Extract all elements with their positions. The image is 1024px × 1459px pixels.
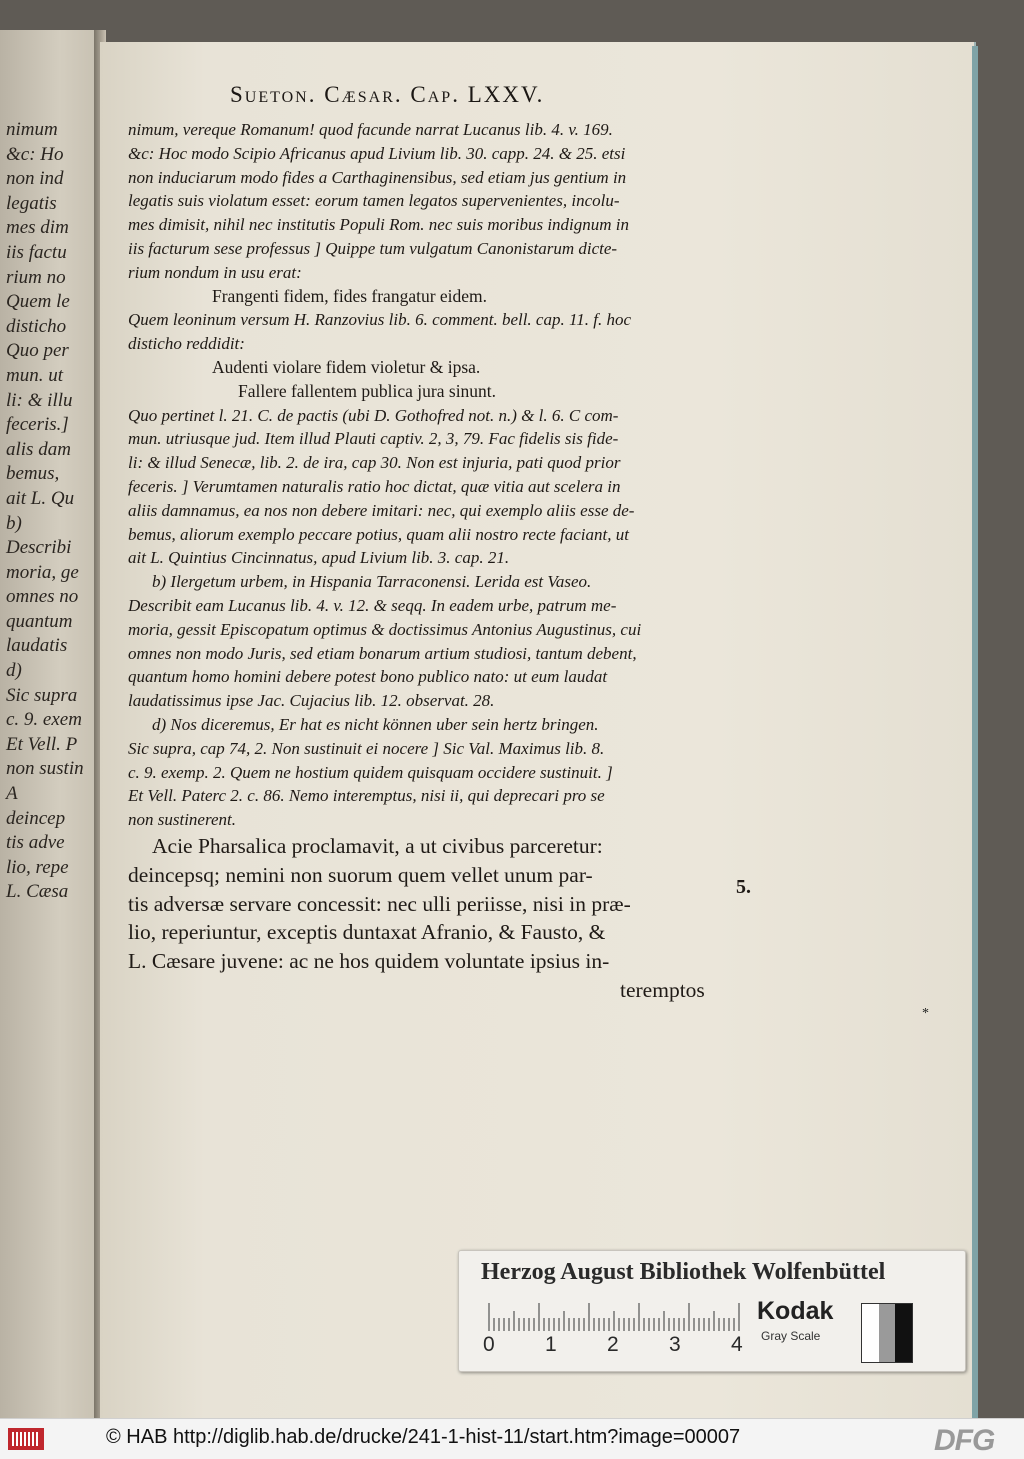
left-edge-line: rium no [6, 266, 66, 288]
hab-logo-icon [8, 1428, 44, 1450]
text-line: Describit eam Lucanus lib. 4. v. 12. & seqq. In eadem urbe, patrum me- [128, 595, 617, 615]
scale-number: 4 [731, 1333, 743, 1356]
text-line: Audenti violare fidem violetur & ipsa. [212, 356, 481, 377]
text-line: Quem leoninum versum H. Ranzovius lib. 6. comment. bell. cap. 11. f. hoc [128, 310, 631, 330]
text-line: omnes non modo Juris, sed etiam bonarum artium studiosi, tantum debent, [128, 643, 637, 663]
gray-scale-ruler [469, 1295, 957, 1365]
text-line: rium nondum in usu erat: [128, 262, 302, 282]
left-edge-line: nimum [6, 119, 58, 140]
text-line: Acie Pharsalica proclamavit, a ut civibus parceretur: [152, 833, 603, 858]
text-line: mes dimisit, nihil nec institutis Populi Rom. nec suis moribus indignum in [128, 215, 630, 235]
text-line: quantum homo homini debere potest bono publico nato: ut eum laudat [128, 667, 608, 687]
left-edge-line: Quem le [6, 291, 70, 313]
left-edge-line: iis factu [6, 241, 67, 263]
left-edge-line: tis adve [6, 832, 65, 854]
text-line: Sic supra, cap 74, 2. Non sustinuit ei nocere ] Sic Val. Maximus lib. 8. [128, 738, 605, 758]
left-edge-line: alis dam [6, 438, 71, 460]
text-line: tis adversæ servare concessit: nec ulli periisse, nisi in præ- [128, 891, 631, 916]
left-edge-line: disticho [6, 315, 67, 337]
text-line: nimum, vereque Romanum! quod facunde narrat Lucanus lib. 4. v. 169. [128, 120, 613, 139]
text-line: laudatissimus ipse Jac. Cujacius lib. 12. observat. 28. [128, 691, 495, 711]
left-edge-line: d) [6, 660, 22, 682]
left-edge-line: non sustin [6, 758, 84, 780]
left-edge-line: moria, ge [6, 561, 79, 583]
text-line: Frangenti fidem, fides frangatur eidem. [212, 285, 488, 306]
text-line: Et Vell. Paterc 2. c. 86. Nemo interemptus, nisi ii, qui deprecari pro se [128, 786, 605, 806]
text-line: li: & illud Senecæ, lib. 2. de ira, cap 30. Non est injuria, pati quod prior [128, 453, 621, 473]
dfg-logo: DFG [934, 1424, 995, 1457]
text-line: Fallere fallentem publica jura sinunt. [238, 380, 497, 401]
ruler-ticks [485, 1301, 755, 1331]
text-line: non sustinerent. [128, 810, 236, 830]
text-line: b) Ilergetum urbem, in Hispania Tarraconensi. Lerida est Vaseo. [152, 572, 592, 592]
left-edge-line: Et Vell. P [6, 733, 78, 755]
book-page [100, 42, 974, 1418]
text-line: non induciarum modo fides a Carthaginensibus, sed etiam jus gentium in [128, 167, 627, 187]
text-line: teremptos [620, 977, 705, 1002]
library-name: Herzog August Bibliothek Wolfenbüttel [481, 1259, 886, 1285]
text-line: lio, reperiuntur, exceptis duntaxat Afranio, & Fausto, & [128, 920, 606, 945]
running-header: Sueton. Cæsar. Cap. LXXV. [230, 82, 545, 107]
text-line: iis facturum sese professus ] Quippe tum vulgatum Canonistarum dicte- [128, 238, 618, 258]
left-edge-line: Describi [6, 537, 72, 559]
left-edge-line: bemus, [6, 463, 60, 485]
left-edge-line: Sic supra [6, 684, 78, 706]
kodak-logo: Kodak [757, 1297, 834, 1325]
footer-bar [0, 1418, 1024, 1459]
text-line: L. Cæsare juvene: ac ne hos quidem voluntate ipsius in- [128, 949, 610, 974]
left-page-text [6, 118, 100, 905]
margin-asterisk: * [922, 1006, 929, 1021]
left-edge-line: &c: Ho [6, 143, 64, 165]
text-line: ait L. Quintius Cincinnatus, apud Livium lib. 3. cap. 21. [128, 548, 510, 568]
left-page-edge [0, 30, 100, 1418]
page-body-text [128, 118, 738, 1005]
left-edge-line: ait L. Qu [6, 487, 75, 509]
scale-number: 1 [545, 1333, 557, 1356]
left-edge-line: c. 9. exem [6, 709, 82, 731]
left-edge-line: mes dim [6, 217, 69, 239]
text-line: bemus, aliorum exemplo peccare potius, quam alii nostro recte faciant, ut [128, 524, 629, 544]
left-edge-line: legatis [6, 192, 57, 214]
text-line: Quo pertinet l. 21. C. de pactis (ubi D. Gothofred not. n.) & l. 6. C com- [128, 405, 619, 425]
text-line: legatis suis violatum esset: eorum tamen legatos supervenientes, incolu- [128, 191, 620, 211]
left-edge-line: Quo per [6, 340, 69, 362]
left-edge-line: b) [6, 512, 22, 534]
left-edge-line: L. Cæsa [6, 881, 69, 903]
gray-swatches [861, 1303, 913, 1363]
text-line: feceris. ] Verumtamen naturalis ratio hoc dictat, quæ vitia aut scelera in [128, 476, 621, 496]
page-edge [972, 46, 978, 1418]
library-color-card [458, 1250, 966, 1372]
margin-number: 5. [736, 876, 751, 898]
left-edge-line: A [6, 783, 18, 805]
text-line: moria, gessit Episcopatum optimus & doctissimus Antonius Augustinus, cui [128, 619, 642, 639]
copyright-url[interactable]: © HAB http://diglib.hab.de/drucke/241-1-hist-11/start.htm?image=00007 [106, 1426, 741, 1448]
left-edge-line: omnes no [6, 586, 79, 608]
scale-number: 3 [669, 1333, 681, 1356]
left-edge-line: quantum [6, 610, 73, 632]
left-edge-line: deincep [6, 807, 66, 829]
left-edge-line: lio, repe [6, 856, 69, 878]
gray-scale-label: Gray Scale [761, 1329, 821, 1343]
left-edge-line: laudatis [6, 635, 68, 657]
left-edge-line: li: & illu [6, 389, 73, 411]
left-edge-line: non ind [6, 168, 64, 190]
text-line: mun. utriusque jud. Item illud Plauti captiv. 2, 3, 79. Fac fidelis sis fide- [128, 429, 619, 449]
left-edge-line: mun. ut [6, 364, 63, 386]
scale-number: 2 [607, 1333, 619, 1356]
text-line: aliis damnamus, ea nos non debere imitari: nec, qui exemplo aliis esse de- [128, 500, 635, 520]
text-line: deincepsq; nemini non suorum quem vellet unum par- [128, 862, 593, 887]
text-line: d) Nos diceremus, Er hat es nicht können uber sein hertz bringen. [152, 714, 599, 734]
scale-number: 0 [483, 1333, 495, 1356]
text-line: &c: Hoc modo Scipio Africanus apud Livium lib. 30. capp. 24. & 25. etsi [128, 143, 626, 163]
text-line: disticho reddidit: [128, 334, 245, 354]
left-edge-line: feceris.] [6, 414, 69, 436]
text-line: c. 9. exemp. 2. Quem ne hostium quidem quisquam occidere sustinuit. ] [128, 762, 613, 782]
